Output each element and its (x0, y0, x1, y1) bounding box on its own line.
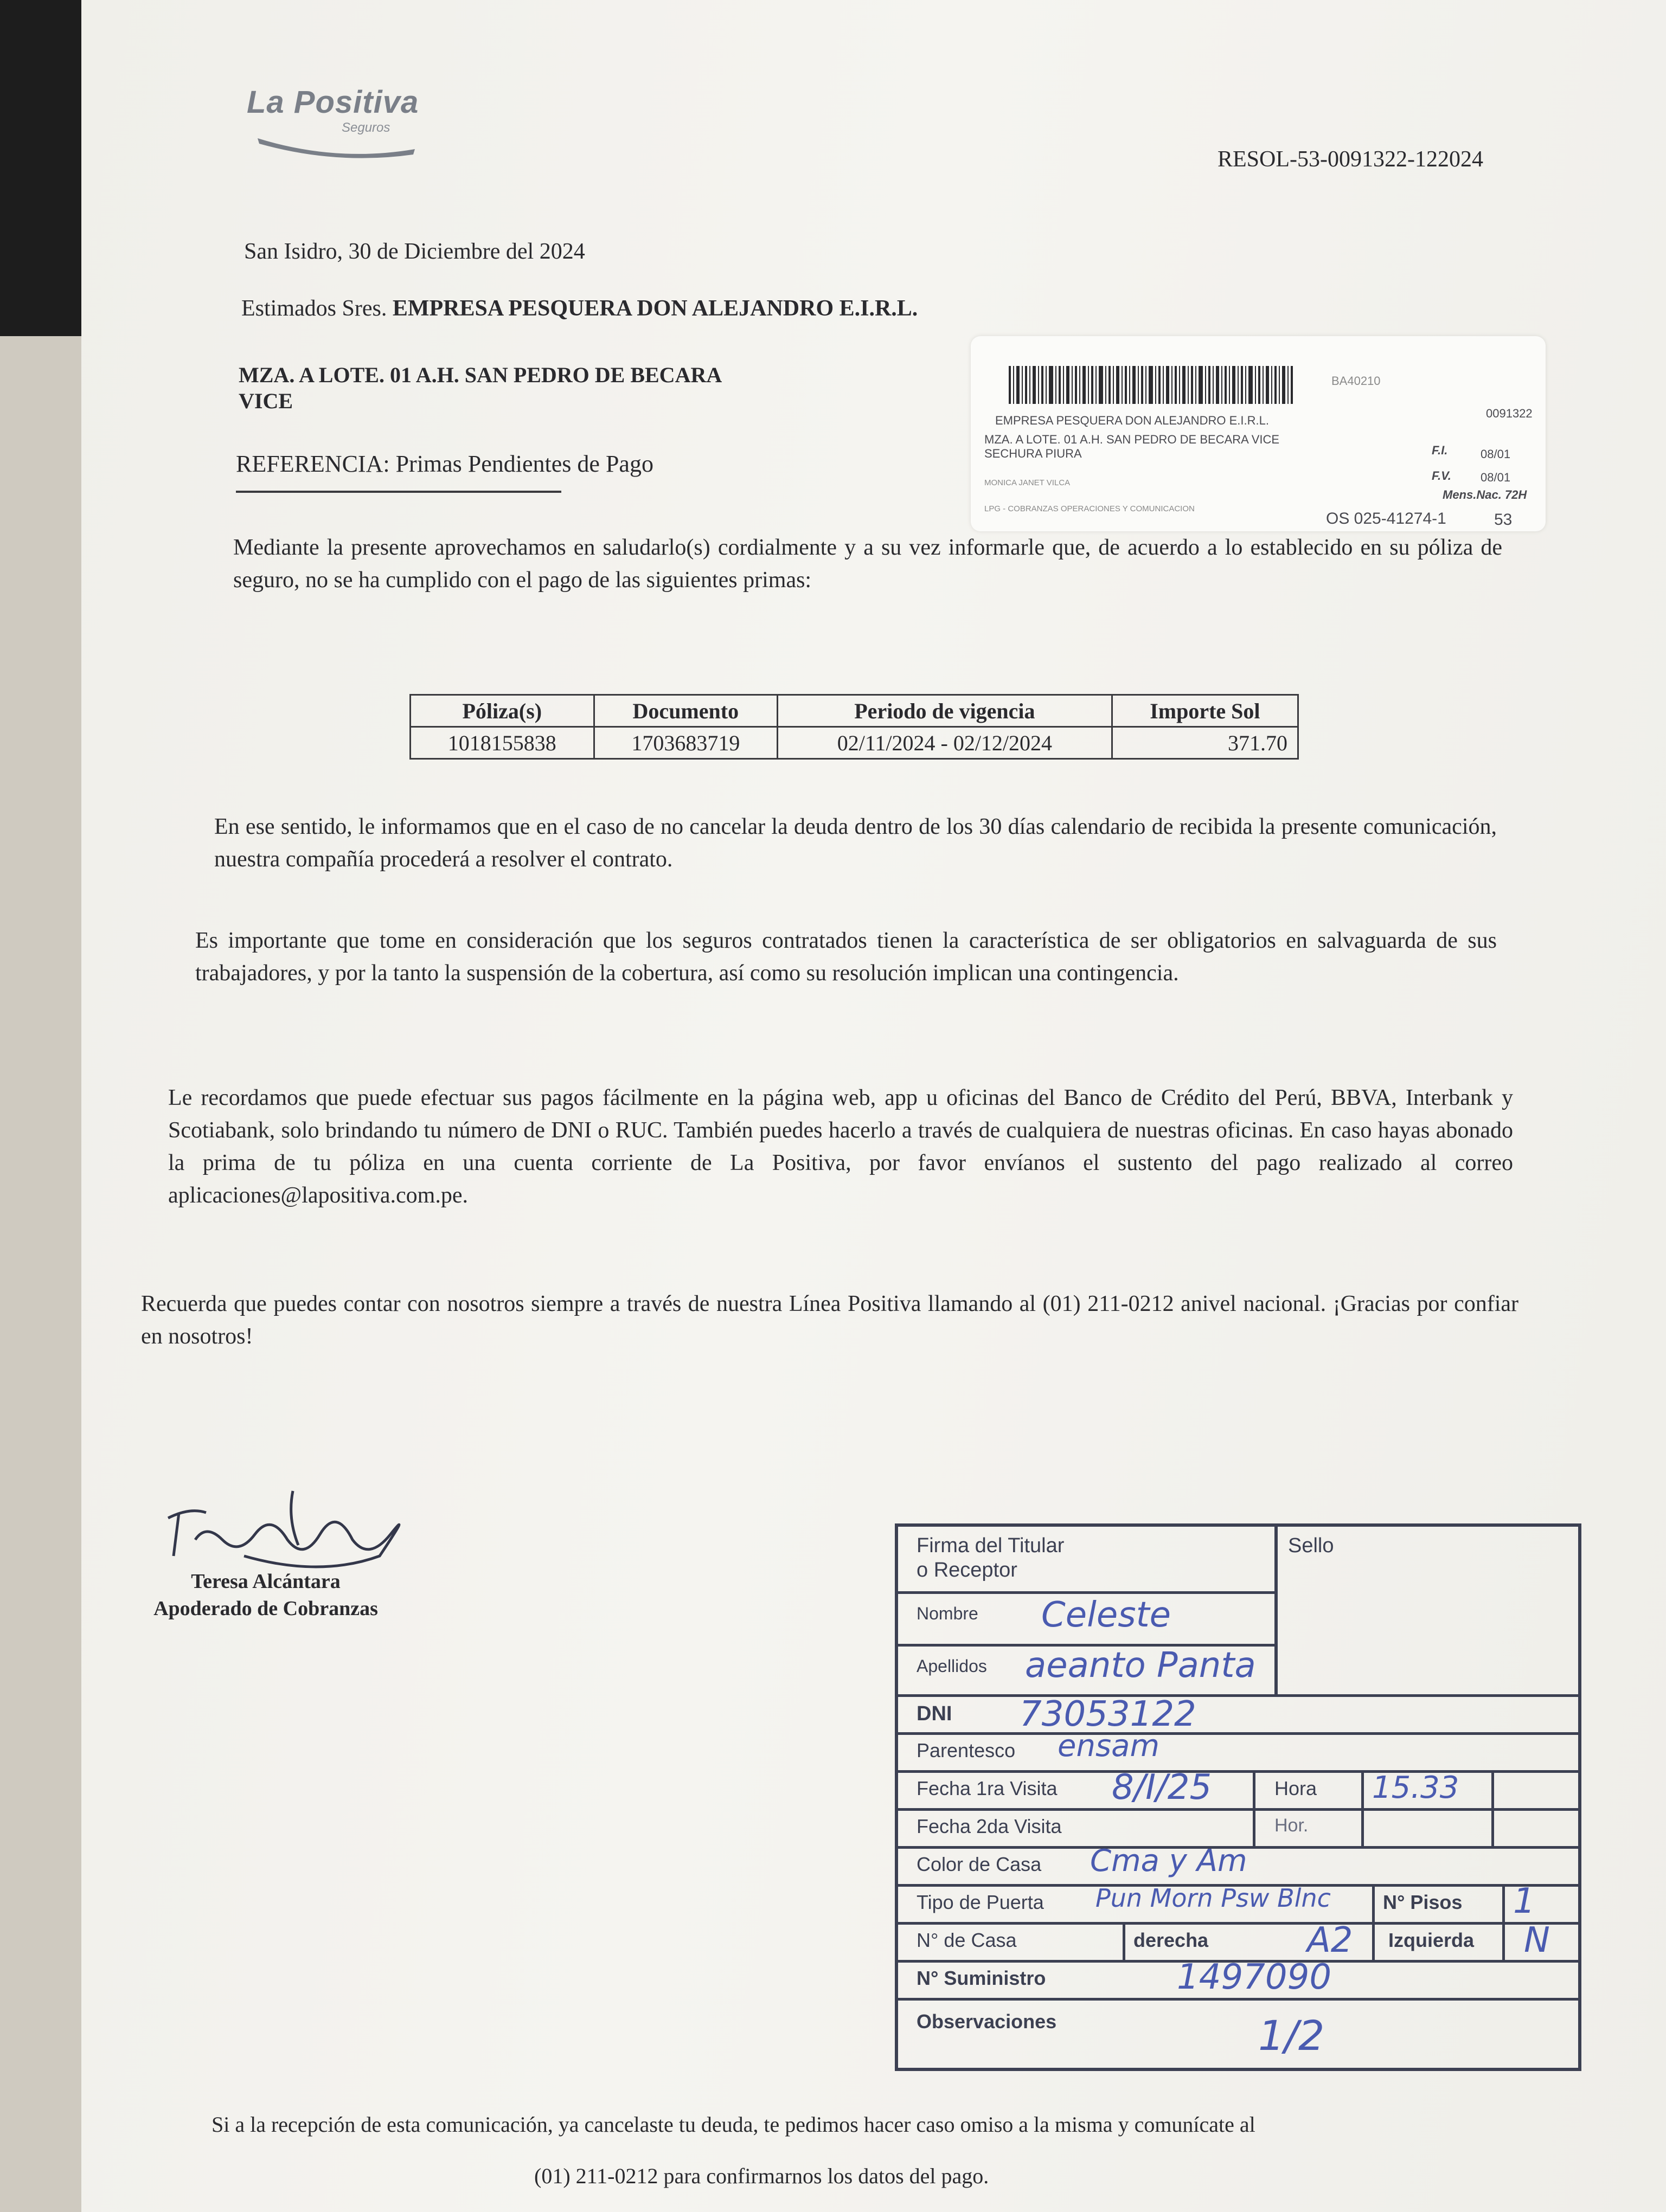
label-code: 0091322 (1486, 407, 1533, 420)
tipo-puerta-value: Pun Morn Psw Blnc (1095, 1883, 1331, 1913)
fecha2-label: Fecha 2da Visita (917, 1815, 1062, 1837)
label-address-1: MZA. A LOTE. 01 A.H. SAN PEDRO DE BECARA VICE (984, 433, 1280, 446)
signer-name: Teresa Alcántara (191, 1570, 341, 1593)
label-fv-value: 08/01 (1481, 471, 1511, 484)
hora2-label: Hor. (1274, 1815, 1309, 1836)
paragraph-contact: Recuerda que puedes contar con nosotros siempre a través de nuestra Línea Positiva llamando al (01) 211-0212 anivel nacional. ¡Gracias por confiar en nosotros! (141, 1291, 1518, 1349)
label-piece-number: 53 (1494, 511, 1513, 529)
derecha-label: derecha (1133, 1929, 1209, 1951)
address-line-1: MZA. A LOTE. 01 A.H. SAN PEDRO DE BECARA (239, 363, 722, 387)
handwritten-signature (157, 1475, 418, 1578)
footer-line-2: (01) 211-0212 para confirmarnos los datos del pago. (534, 2164, 989, 2188)
nombre-label: Nombre (917, 1604, 978, 1623)
label-fi-value: 08/01 (1481, 447, 1511, 461)
pisos-label: N° Pisos (1383, 1891, 1463, 1913)
background-surface (0, 0, 92, 336)
reference-underline (236, 491, 561, 493)
ncasa-label: N° de Casa (917, 1929, 1017, 1951)
pisos-value: 1 (1513, 1881, 1535, 1921)
derecha-value: A2 (1307, 1920, 1353, 1960)
observaciones-value: 1/2 (1258, 2011, 1325, 2060)
paragraph-deadline: En ese sentido, le informamos que en el caso de no cancelar la deuda dentro de los 30 días calendario de recibida la presente comunicación, nuestra compañía procederá a resolver el contrato. (214, 814, 1497, 872)
parentesco-value: ensam (1058, 1728, 1159, 1764)
logo-subtitle: Seguros (342, 120, 390, 135)
dni-label: DNI (917, 1702, 952, 1725)
letter-date: San Isidro, 30 de Diciembre del 2024 (244, 239, 585, 264)
label-agent: MONICA JANET VILCA (984, 478, 1071, 487)
intro-paragraph: Mediante la presente aprovechamos en saludarlo(s) cordialmente y a su vez informarle que, de acuerdo a lo establecido en su póliza de seguro, no se ha cumplido con el pago de las siguientes primas: (233, 535, 1502, 593)
label-company: EMPRESA PESQUERA DON ALEJANDRO E.I.R.L. (995, 414, 1269, 427)
label-fi-label: F.I. (1432, 443, 1448, 457)
recipient-company: EMPRESA PESQUERA DON ALEJANDRO E.I.R.L. (392, 296, 918, 321)
dni-value: 73053122 (1020, 1694, 1196, 1734)
izquierda-value: N (1524, 1920, 1550, 1960)
label-os-number: OS 025-41274-1 (1326, 510, 1446, 528)
firma-label-2: o Receptor (917, 1559, 1017, 1581)
izquierda-label: Izquierda (1388, 1929, 1475, 1951)
color-value: Cma y Am (1090, 1843, 1247, 1879)
footer-line-1: Si a la recepción de esta comunicación, ya cancelaste tu deuda, te pedimos hacer caso omiso a la misma y comunícate al (212, 2112, 1255, 2137)
hora-label: Hora (1274, 1777, 1317, 1799)
barcode-icon (1009, 366, 1312, 404)
reference-line: REFERENCIA: Primas Pendientes de Pago (236, 451, 653, 477)
table-cell: 1703683719 (594, 727, 778, 759)
table-row (411, 727, 1298, 759)
column-header: Periodo de vigencia (778, 695, 1112, 727)
tipo-puerta-label: Tipo de Puerta (917, 1891, 1044, 1913)
table-header-row (411, 695, 1298, 727)
column-header: Documento (594, 695, 778, 727)
parentesco-label: Parentesco (917, 1739, 1016, 1761)
label-fv-label: F.V. (1432, 469, 1451, 483)
paragraph-importance: Es importante que tome en consideración que los seguros contratados tienen la característica de ser obligatorios en salvaguarda de sus trabajadores, y por la tanto la suspensión de la cobertura, así como su resolución implican una contingencia. (195, 928, 1497, 986)
column-header: Póliza(s) (411, 695, 594, 727)
color-label: Color de Casa (917, 1853, 1042, 1875)
signer-title: Apoderado de Cobranzas (153, 1597, 378, 1620)
nombre-value: Celeste (1041, 1595, 1171, 1635)
firma-label-1: Firma del Titular (917, 1534, 1065, 1557)
table-cell: 371.70 (1112, 727, 1298, 759)
fecha1-label: Fecha 1ra Visita (917, 1777, 1058, 1799)
label-department: LPG - COBRANZAS OPERACIONES Y COMUNICACION (984, 504, 1195, 513)
delivery-stamp-form (895, 1513, 1622, 2076)
observaciones-label: Observaciones (917, 2010, 1057, 2033)
table-cell: 02/11/2024 - 02/12/2024 (778, 727, 1112, 759)
label-service: Mens.Nac. 72H (1443, 488, 1527, 501)
sello-label: Sello (1288, 1534, 1334, 1557)
fecha1-value: 8/I/25 (1112, 1767, 1212, 1808)
table-cell: 1018155838 (411, 727, 594, 759)
company-logo: La Positiva (247, 85, 419, 120)
paragraph-payments: Le recordamos que puede efectuar sus pagos fácilmente en la página web, app u oficinas del Banco de Crédito del Perú, BBVA, Interbank y Scotiabank, solo brindando tu número de DNI o RUC. También puedes hacerlo a través de cualquiera de nuestras oficinas. En caso hayas abonado la prima de tu póliza en una cuenta corriente de La Positiva, por favor envíanos el sustento del pago realizado al correo aplicaciones@lapositiva.com.pe. (168, 1085, 1513, 1208)
premiums-table (409, 694, 1299, 760)
apellidos-label: Apellidos (917, 1656, 987, 1676)
salutation (241, 295, 918, 321)
logo-swoosh-icon (255, 122, 418, 160)
suministro-label: N° Suministro (917, 1967, 1046, 1989)
apellidos-value: aeanto Panta (1025, 1645, 1256, 1686)
hora-value: 15.33 (1372, 1770, 1459, 1805)
resolution-code: RESOL-53-0091322-122024 (1218, 147, 1483, 172)
mail-label (971, 336, 1546, 531)
salutation-prefix: Estimados Sres. (241, 296, 387, 321)
barcode-number: BA40210 (1331, 374, 1381, 388)
address-line-2: VICE (239, 389, 293, 413)
column-header: Importe Sol (1112, 695, 1298, 727)
suministro-value: 1497090 (1177, 1957, 1332, 1997)
label-address-2: SECHURA PIURA (984, 447, 1082, 460)
